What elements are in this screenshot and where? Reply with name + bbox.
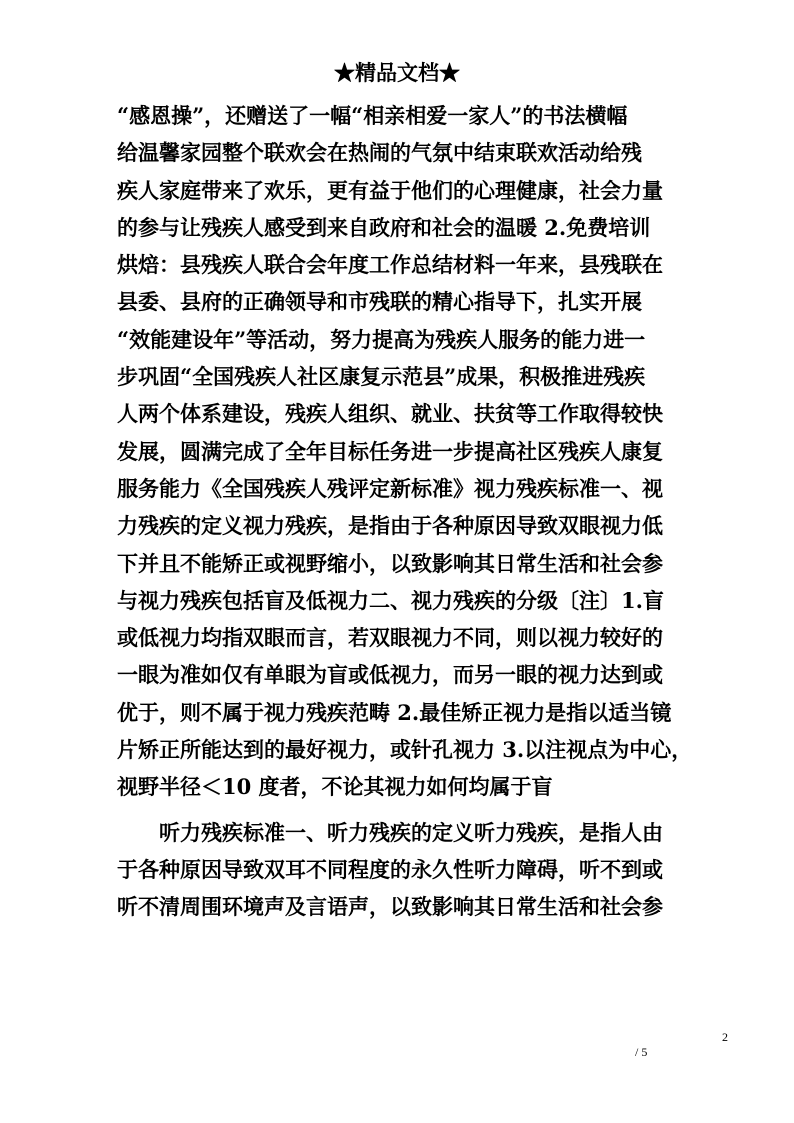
text-line: 的参与让残疾人感受到来自政府和社会的温暖 2.免费培训 [117,214,651,240]
paragraph-1 [117,97,693,806]
text-line: 人两个体系建设，残疾人组织、就业、扶贫等工作取得较快 [117,401,663,427]
text-line: 县委、县府的正确领导和市残联的精心指导下，扎实开展 [117,289,642,315]
text-line: “感恩操”，还赠送了一幅“相亲相爱一家人”的书法横幅 [117,103,628,128]
text-line: 给温馨家园整个联欢会在热闹的气氛中结束联欢活动给残 [117,140,642,166]
text-line: 于各种原因导致双耳不同程度的永久性听力障碍，听不到或 [117,856,663,882]
text-line: 与视力残疾包括盲及低视力二、视力残疾的分级〔注〕1.盲 [117,587,664,613]
paragraph-2 [117,814,683,926]
text-line: 优于，则不属于视力残疾范畴 2.最佳矫正视力是指以适当镜 [117,699,672,725]
paragraph-gap [117,806,683,814]
text-line: 下并且不能矫正或视野缩小，以致影响其日常生活和社会参 [117,550,663,576]
text-line: 力残疾的定义视力残疾，是指由于各种原因导致双眼视力低 [117,513,663,539]
text-line: 服务能力《全国残疾人残评定新标准》视力残疾标准一、视 [117,475,663,501]
text-line: 疾人家庭带来了欢乐，更有益于他们的心理健康，社会力量 [117,177,663,203]
page-number: 2 [722,1030,728,1044]
text-line: 发展，圆满完成了全年目标任务进一步提高社区残疾人康复 [117,438,663,464]
document-header-title: ★精品文档★ [334,60,460,85]
text-line: 烘焙：县残疾人联合会年度工作总结材料一年来，县残联在 [117,252,663,278]
text-line: 步巩固“全国残疾人社区康复示范县”成果，积极推进残疾 [117,364,646,390]
page-count: / 5 [635,1045,648,1059]
text-line: 听不清周围环境声及言语声，以致影响其日常生活和社会参 [117,894,663,920]
text-line: “效能建设年”等活动，努力提高为残疾人服务的能力进一 [117,326,646,352]
text-line: 一眼为准如仅有单眼为盲或低视力，而另一眼的视力达到或 [117,662,663,688]
text-line: 片矫正所能达到的最好视力，或针孔视力 3.以注视点为中心， [117,737,693,763]
text-line: 听力残疾标准一、听力残疾的定义听力残疾，是指人由 [159,819,663,845]
document-body [117,97,693,926]
text-line: 或低视力均指双眼而言，若双眼视力不同，则以视力较好的 [117,625,663,651]
text-line: 视野半径＜10 度者，不论其视力如何均属于盲 [117,774,553,800]
